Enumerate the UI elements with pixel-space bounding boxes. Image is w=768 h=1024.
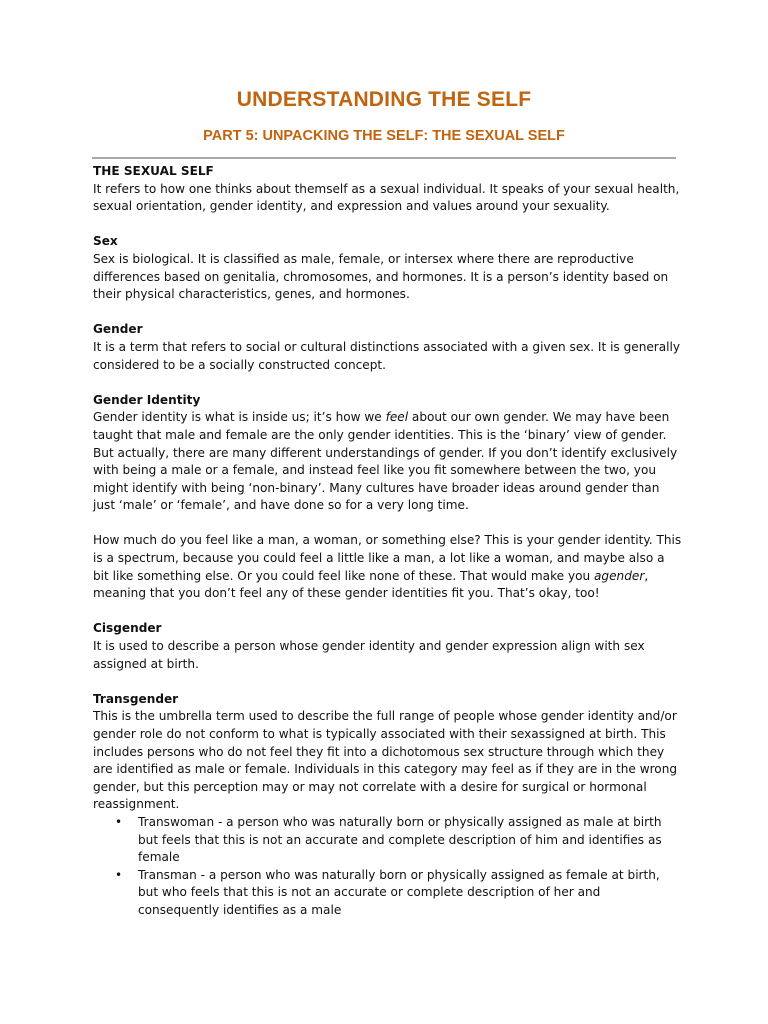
section-cisgender [93,620,683,673]
bullet-list [93,814,683,920]
section-sex [93,233,683,303]
section-paragraph: It is used to describe a person whose gender identity and gender expression align with sex assigned at birth. [93,639,645,671]
text-run: , meaning that you don’t feel any of these gender identities fit you. That’s okay, too! [93,568,649,601]
section-heading: Cisgender [93,621,162,636]
title-divider [92,157,676,159]
document-body [93,163,683,937]
list-item-text: Transman - a person who was naturally born or physically assigned as female at birth, but who feels that this is not an accurate or complete description of her and consequently identifies as a male [138,867,660,917]
section-heading: THE SEXUAL SELF [93,164,214,178]
section-paragraph: Sex is biological. It is classified as male, female, or intersex where there are reproductive differences based on genitalia, chromosomes, and hormones. It is a person’s identity based on their physical characteristics, genes, and hormones. [93,251,669,302]
section-gender-identity [93,392,683,603]
text-run: about our own gender. We may have been taught that male and female are the only gender identities. This is the ‘binary’ view of gender. But actually, there are many different understandings of gender. If you don’t identify exclusively with being a male or a female, and instead feel like you fit somewhere between the two, you might identify with being ‘non-binary’. Many cultures have broader ideas around gender than just ‘male’ or ‘female’, and have done so for a very long time. [93,410,678,513]
section-sexual-self [93,163,683,216]
bullet-icon: • [115,867,123,882]
section-heading: Sex [93,234,118,249]
section-paragraph [93,532,683,602]
section-paragraph: It is a term that refers to social or cultural distinctions associated with a given sex. It is generally considered to be a socially constructed concept. [93,339,681,372]
list-item [93,867,683,920]
emphasis-text: feel [385,410,409,425]
section-transgender [93,691,683,920]
section-gender [93,321,683,374]
section-paragraph [93,409,683,515]
section-heading: Transgender [93,691,179,706]
list-item [93,814,683,867]
section-paragraph: It refers to how one thinks about themself as a sexual individual. It speaks of your sexual health, sexual orientation, gender identity, and expression and values around your sexuality. [93,181,680,214]
section-heading: Gender Identity [93,392,201,407]
bullet-icon: • [115,814,123,829]
section-paragraph: This is the umbrella term used to describe the full range of people whose gender identity and/or gender role do not conform to what is typically associated with their sexassigned at birth. This includes persons who do not feel they fit into a dichotomous sex structure through which they are identified as male or female. Individuals in this category may feel as if they are in the wrong gender, but this perception may or may not correlate with a desire for surgical or hormonal reassignment. [93,709,678,812]
emphasis-text: agender [594,568,645,583]
document-subtitle: PART 5: UNPACKING THE SELF: THE SEXUAL SELF [203,128,565,144]
document-title: UNDERSTANDING THE SELF [236,88,532,111]
section-heading: Gender [93,322,143,337]
list-item-text: Transwoman - a person who was naturally born or physically assigned as male at birth but feels that this is not an accurate and complete description of him and identifies as female [138,814,662,865]
text-run: How much do you feel like a man, a woman, or something else? This is your gender identity. This is a spectrum, because you could feel a little like a man, a lot like a woman, and maybe also a bit like something else. Or you could feel like none of these. That would make you [93,533,682,583]
text-run: Gender identity is what is inside us; it’s how we [93,410,386,425]
